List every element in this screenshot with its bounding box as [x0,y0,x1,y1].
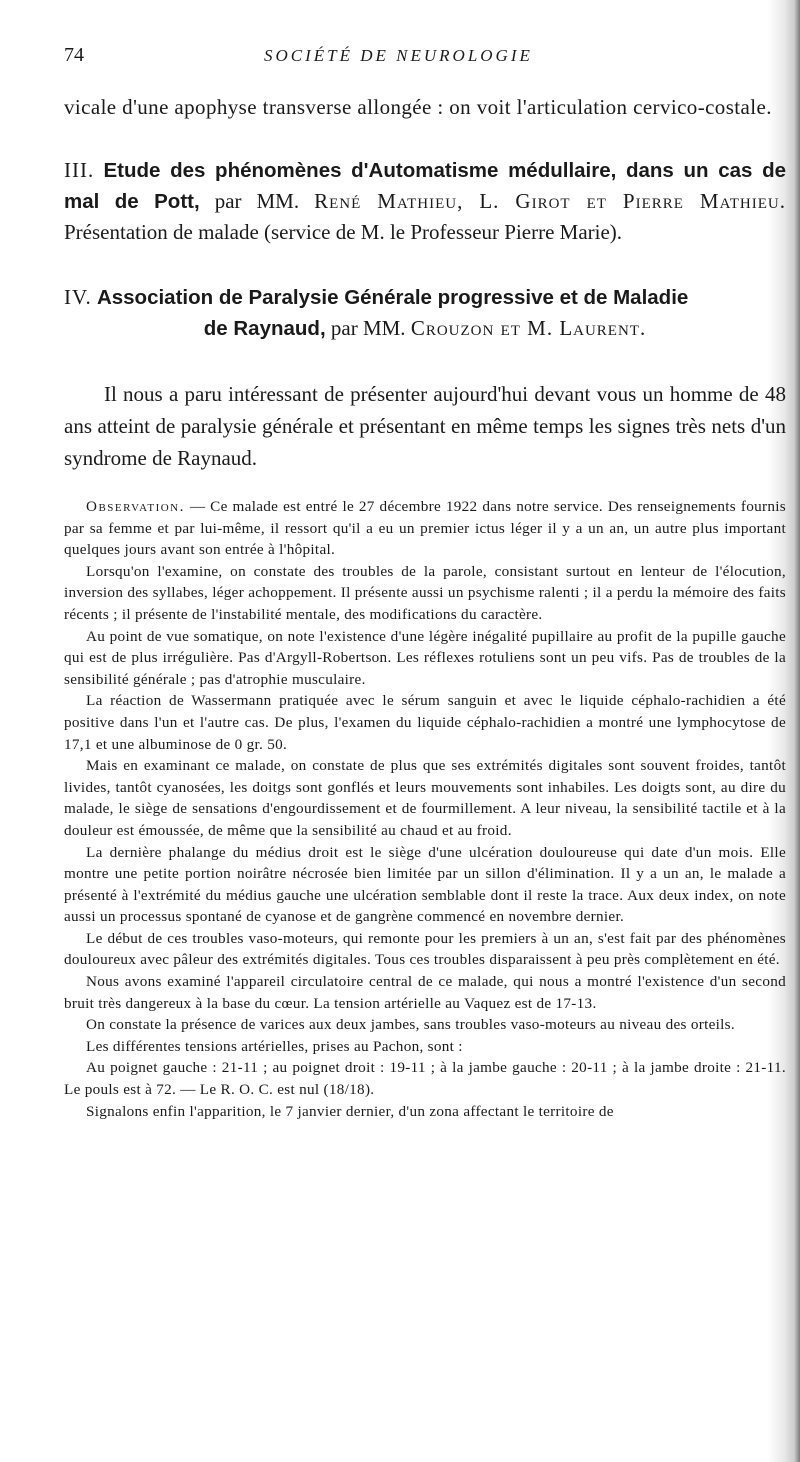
section-4-title-line1: Association de Paralysie Générale progressive et de Maladie [96,286,689,309]
section-4-number: IV. [64,285,92,309]
page-body [64,92,786,1122]
section-3-authors: René Mathieu, L. Girot et Pierre Mathieu. [314,189,786,213]
running-head: SOCIÉTÉ DE NEUROLOGIE [264,46,533,65]
observation-paragraph: On constate la présence de varices aux deux jambes, sans troubles vaso-moteurs au niveau des orteils. [86,1016,735,1034]
observation-paragraph: Au poignet gauche : 21-11 ; au poignet droit : 19-11 ; à la jambe gauche : 20-11 ; à la jambe droite : 21-11. Le pouls est à 72. — Le R. O. C. est nul (18/18). [64,1059,786,1099]
page-number: 74 [64,44,84,66]
section-4-title-line2: de Raynaud, [203,317,326,340]
observation-paragraph: Le début de ces troubles vaso-moteurs, qui remonte pour les premiers à un an, s'est fait par des phénomènes douloureux avec pâleur des extrémités digitales. Tous ces troubles disparaissent à peu près complètement en été. [64,929,786,969]
section-4 [64,282,786,344]
observation-paragraph: Mais en examinant ce malade, on constate de plus que ses extrémités digitales sont souvent froides, tantôt livides, tantôt cyanosées, les doitgs sont gonflés et leurs mouvements sont inhabiles. Les doigts sont, au dire du malade, le siège de sensations d'engourdissement et de fourmillement. A leur niveau, la sensibilité tactile et à la douleur est émoussée, de même que la sensibilité au chaud et au froid. [64,757,786,839]
section-3-note: Présentation de malade (service de M. le Professeur Pierre Marie). [64,220,623,244]
observation-paragraph: Les différentes tensions artérielles, prises au Pachon, sont : [86,1037,463,1055]
section-3-number: III. [64,158,95,182]
observation-paragraph: Lorsqu'on l'examine, on constate des troubles de la parole, consistant surtout en lenteur de l'élocution, inversion des syllabes, léger achoppement. Il présente aussi un psychisme ralenti ; il a perdu la mémoire des faits récents ; il présente de l'instabilité mentale, des modifications du caractère. [64,562,786,623]
observation-paragraph: La dernière phalange du médius droit est le siège d'une ulcération douloureuse qui date d'un mois. Elle montre une petite portion noirâtre nécrosée bien limitée par un sillon d'élimination. Il y a un an, le malade a présenté à l'extrémité du médius gauche une ulcération semblable dont il reste la trace. Aux deux index, on note aussi un processus spontané de cyanose et de gangrène commencé en novembre dernier. [64,843,786,926]
intro-paragraph: Il nous a paru intéressant de présenter aujourd'hui devant vous un homme de 48 ans atteint de paralysie générale et présentant en même temps les signes très nets d'un syndrome de Raynaud. [64,382,786,470]
observation-paragraph: Nous avons examiné l'appareil circulatoire central de ce malade, qui nous a montré l'existence d'un second bruit très dangereux à la base du cœur. La tension artérielle au Vaquez est de 17-13. [64,973,786,1012]
section-3-title: Etude des phénomènes d'Automatisme médullaire, dans un cas de mal de Pott, [64,159,786,213]
section-4-authors-prefix: par MM. [330,316,406,340]
section-3 [64,155,786,248]
page-header [64,44,784,74]
observation-paragraph: Signalons enfin l'apparition, le 7 janvier dernier, d'un zona affectant le territoire de [86,1102,614,1120]
observation-heading: Observation. [86,498,185,515]
observation-paragraph: Au point de vue somatique, on note l'existence d'une légère inégalité pupillaire au profit de la pupille gauche qui est de plus irrégulière. Pas d'Argyll-Robertson. Les réflexes rotuliens sont un peu vifs. Pas de troubles de la sensibilité générale ; pas d'atrophie musculaire. [64,627,786,688]
continuation-paragraph: vicale d'une apophyse transverse allongée : on voit l'articulation cervico-costale. [64,95,772,119]
page-edge-shadow [794,0,800,1462]
section-3-authors-prefix: par MM. [214,189,300,213]
observation-paragraph: La réaction de Wassermann pratiquée avec le sérum sanguin et avec le liquide céphalo-rachidien a été positive dans l'un et l'autre cas. De plus, l'examen du liquide céphalo-rachidien a montré une lymphocytose de 17,1 et une albuminose de 0 gr. 50. [64,692,786,753]
observation-paragraph: Observation. — Ce malade est entré le 27 décembre 1922 dans notre service. Des renseignements fournis par sa femme et par lui-même, il ressort qu'il a eu un premier ictus léger il y a un an, un autre plus important quelques jours avant son entrée à l'hôpital. [64,498,786,559]
observation [64,496,786,1122]
section-4-authors: Crouzon et M. Laurent. [410,316,647,340]
